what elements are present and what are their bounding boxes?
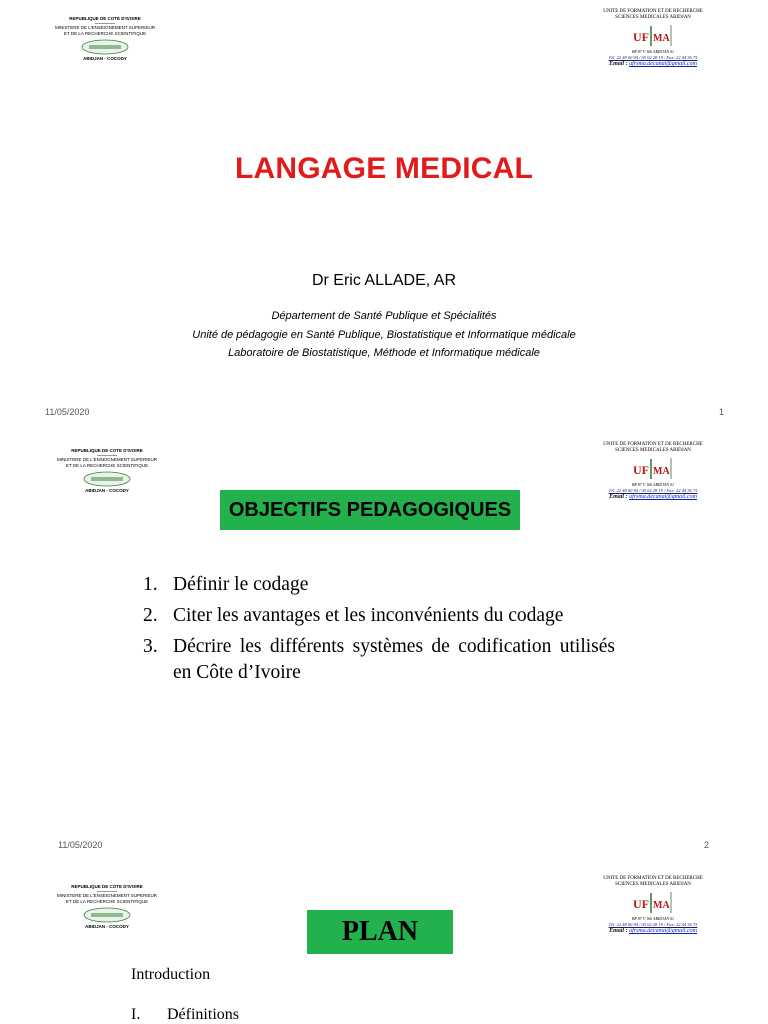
svg-text:MA: MA <box>653 466 670 477</box>
slide-number: 1 <box>719 407 725 417</box>
ministry-line-2: ET DE LA RECHERCHE SCIENTIFIQUE <box>63 31 147 36</box>
header-right <box>578 9 728 67</box>
list-text: Définir le codage <box>173 574 309 595</box>
phone-label: Tél. 22 48 00 94 / 05 02 28 19 / Fax: 22 44 36 75 <box>608 488 698 493</box>
ufr-line-1: UNITE DE FORMATION ET DE RECHERCHE <box>603 876 703 881</box>
plan-item-number: I. <box>131 1006 141 1023</box>
plan-item <box>131 1006 239 1024</box>
address-label: BP 87 V 166 ABIDJAN 01 <box>631 49 675 54</box>
list-text: Décrire les différents systèmes de codification utilisés en Côte d’Ivoire <box>173 636 615 683</box>
divider <box>97 891 117 892</box>
ministry-line-2: ET DE LA RECHERCHE SCIENTIFIQUE <box>65 463 149 468</box>
phone-label: Tél. 22 48 00 94 / 05 02 28 19 / Fax: 22 44 36 75 <box>608 55 698 60</box>
department-line-1: Département de Santé Publique et Spécialités <box>271 310 497 322</box>
email-row <box>578 61 728 67</box>
country-label: REPUBLIQUE DE COTE D'IVOIRE <box>71 448 143 453</box>
email-label: Email : <box>609 494 628 500</box>
address-label: BP 87 V 166 ABIDJAN 01 <box>631 916 675 921</box>
city-label: ABIDJAN - COCODY <box>83 56 127 61</box>
objectives-title: OBJECTIFS PEDAGOGIQUES <box>220 490 520 530</box>
objectives-list <box>143 572 615 691</box>
header-left <box>42 448 172 494</box>
phone-label: Tél. 22 48 00 94 / 05 02 28 19 / Fax: 22 44 36 75 <box>608 922 698 927</box>
slide-date: 11/05/2020 <box>45 407 90 417</box>
plan-item <box>131 966 210 984</box>
list-item <box>143 572 615 598</box>
svg-text:UF: UF <box>633 897 649 911</box>
email-label: Email : <box>609 61 628 67</box>
slide-3 <box>0 858 768 1024</box>
divider <box>95 23 115 24</box>
slide-date: 11/05/2020 <box>58 840 103 850</box>
slide-number: 2 <box>704 840 710 850</box>
slide-1 <box>0 0 768 428</box>
ufr-line-1: UNITE DE FORMATION ET DE RECHERCHE <box>603 9 703 14</box>
plan-item-text: Introduction <box>131 966 211 983</box>
department-line-2: Unité de pédagogie en Santé Publique, Biostatistique et Informatique médicale <box>192 329 576 341</box>
address-label: BP 87 V 166 ABIDJAN 01 <box>631 482 675 487</box>
ufrsma-logo-icon <box>631 457 675 481</box>
ministry-line-1: MINISTERE DE L'ENSEIGNEMENT SUPERIEUR <box>54 25 156 30</box>
email-row <box>578 494 728 500</box>
ufr-line-2: SCIENCES MEDICALES ABIDJAN <box>615 15 691 20</box>
ministry-line-1: MINISTERE DE L'ENSEIGNEMENT SUPERIEUR <box>56 893 158 898</box>
author-name: Dr Eric ALLADE, AR <box>311 272 457 289</box>
ministry-line-1: MINISTERE DE L'ENSEIGNEMENT SUPERIEUR <box>56 457 158 462</box>
plan-title: PLAN <box>307 910 453 954</box>
header-right <box>578 876 728 934</box>
slide-2 <box>0 428 768 858</box>
department-line-3: Laboratoire de Biostatistique, Méthode et Informatique médicale <box>228 347 540 359</box>
divider <box>97 455 117 456</box>
ufr-line-2: SCIENCES MEDICALES ABIDJAN <box>615 882 691 887</box>
svg-text:MA: MA <box>653 900 670 911</box>
header-left <box>42 884 172 930</box>
header-left <box>40 16 170 62</box>
country-label: REPUBLIQUE DE COTE D'IVOIRE <box>71 884 143 889</box>
university-crest-icon <box>82 907 132 923</box>
list-text: Citer les avantages et les inconvénients du codage <box>173 605 564 626</box>
ufrsma-logo-icon <box>631 891 675 915</box>
city-label: ABIDJAN - COCODY <box>85 488 129 493</box>
svg-text:MA: MA <box>653 33 670 44</box>
ministry-line-2: ET DE LA RECHERCHE SCIENTIFIQUE <box>65 899 149 904</box>
ufrsma-logo-icon <box>631 24 675 48</box>
email-link[interactable]: ufrsma.decanat@gmail.com <box>629 61 697 67</box>
svg-text:UF: UF <box>633 30 649 44</box>
presentation-title: LANGAGE MEDICAL <box>235 152 533 185</box>
email-row <box>578 928 728 934</box>
header-right <box>578 442 728 500</box>
email-label: Email : <box>609 928 628 934</box>
list-number: 2. <box>143 605 158 626</box>
city-label: ABIDJAN - COCODY <box>85 924 129 929</box>
plan-item-text: Définitions <box>167 1006 239 1023</box>
ufr-line-2: SCIENCES MEDICALES ABIDJAN <box>615 448 691 453</box>
university-crest-icon <box>82 471 132 487</box>
list-number: 3. <box>143 636 158 657</box>
ufr-line-1: UNITE DE FORMATION ET DE RECHERCHE <box>603 442 703 447</box>
list-number: 1. <box>143 574 158 595</box>
university-crest-icon <box>80 39 130 55</box>
list-item <box>143 603 615 629</box>
email-link[interactable]: ufrsma.decanat@gmail.com <box>629 494 697 500</box>
list-item <box>143 634 615 686</box>
email-link[interactable]: ufrsma.decanat@gmail.com <box>629 928 697 934</box>
country-label: REPUBLIQUE DE COTE D'IVOIRE <box>69 16 141 21</box>
svg-text:UF: UF <box>633 463 649 477</box>
